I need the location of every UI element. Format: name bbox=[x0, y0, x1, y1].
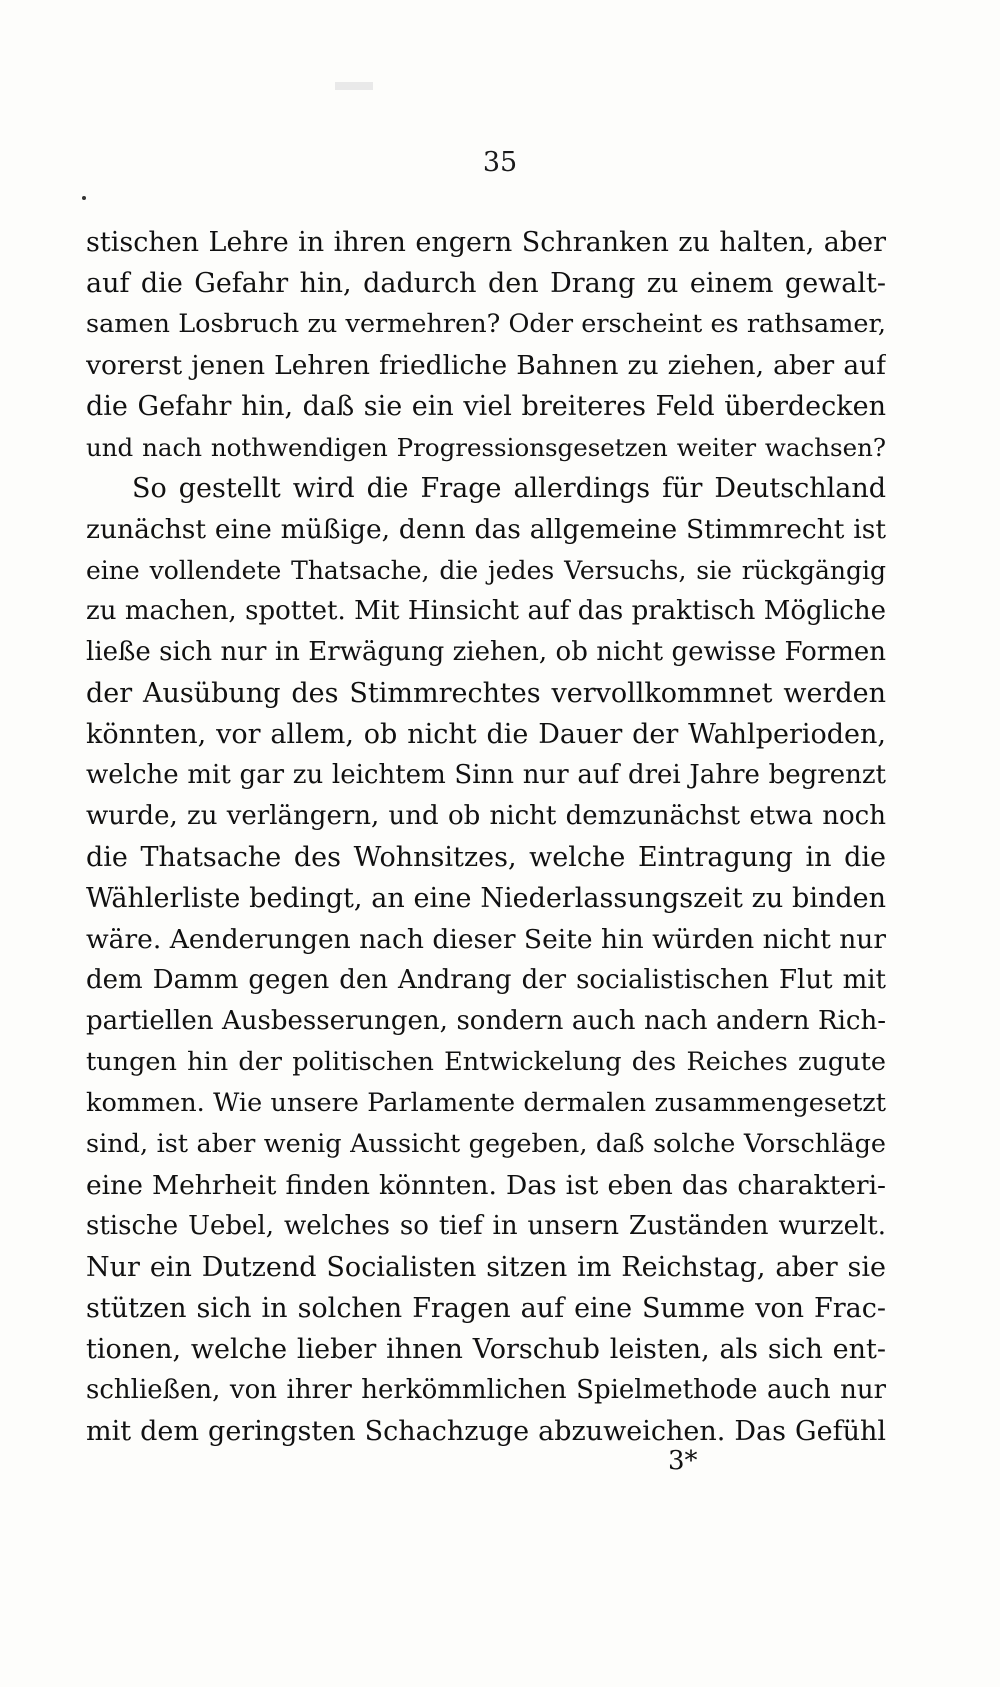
text-line: könnten, vor allem, ob nicht die Dauer der Wahlperioden, bbox=[86, 719, 886, 750]
paragraph-start-line: So gestellt wird die Frage allerdings für Deutschland bbox=[132, 473, 886, 504]
text-line: sind, ist aber wenig Aussicht gegeben, daß solche Vorschläge bbox=[86, 1129, 886, 1159]
text-line: stische Uebel, welches so tief in unsern Zuständen wurzelt. bbox=[86, 1211, 886, 1241]
text-line: partiellen Ausbesserungen, sondern auch nach andern Rich- bbox=[86, 1006, 886, 1036]
text-line: tungen hin der politischen Entwickelung des Reiches zugute bbox=[86, 1047, 886, 1077]
text-line: eine vollendete Thatsache, die jedes Versuchs, sie rückgängig bbox=[86, 556, 886, 585]
text-line: Nur ein Dutzend Socialisten sitzen im Reichstag, aber sie bbox=[86, 1252, 886, 1283]
text-line: auf die Gefahr hin, dadurch den Drang zu einem gewalt- bbox=[86, 268, 886, 299]
text-line: samen Losbruch zu vermehren? Oder erscheint es rathsamer, bbox=[86, 309, 886, 339]
body-text bbox=[86, 222, 886, 1452]
text-line: kommen. Wie unsere Parlamente dermalen zusammengesetzt bbox=[86, 1088, 886, 1118]
text-line: welche mit gar zu leichtem Sinn nur auf drei Jahre begrenzt bbox=[86, 760, 886, 790]
text-line: der Ausübung des Stimmrechtes vervollkommnet werden bbox=[86, 678, 886, 709]
text-line: Wählerliste bedingt, an eine Niederlassungszeit zu binden bbox=[86, 883, 886, 914]
text-line: die Thatsache des Wohnsitzes, welche Eintragung in die bbox=[86, 842, 886, 873]
text-line: mit dem geringsten Schachzuge abzuweichen. Das Gefühl bbox=[86, 1416, 886, 1447]
text-line: zunächst eine müßige, denn das allgemeine Stimmrecht ist bbox=[86, 514, 886, 545]
text-line: schließen, von ihrer herkömmlichen Spielmethode auch nur bbox=[86, 1375, 886, 1405]
stray-mark bbox=[82, 196, 86, 200]
text-line: stützen sich in solchen Fragen auf eine Summe von Frac- bbox=[86, 1293, 886, 1324]
text-line: zu machen, spottet. Mit Hinsicht auf das praktisch Mögliche bbox=[86, 596, 886, 626]
text-line: wurde, zu verlängern, und ob nicht demzunächst etwa noch bbox=[86, 801, 886, 831]
text-line: wäre. Aenderungen nach dieser Seite hin würden nicht nur bbox=[86, 924, 886, 955]
text-line: ließe sich nur in Erwägung ziehen, ob nicht gewisse Formen bbox=[86, 637, 886, 667]
text-line: und nach nothwendigen Progressionsgesetzen weiter wachsen? bbox=[86, 433, 886, 462]
signature-mark: 3* bbox=[668, 1446, 698, 1476]
scan-smudge bbox=[335, 82, 373, 90]
text-line: dem Damm gegen den Andrang der socialistischen Flut mit bbox=[86, 965, 886, 995]
page-number: 35 bbox=[482, 147, 518, 178]
text-line: die Gefahr hin, daß sie ein viel breiteres Feld überdecken bbox=[86, 391, 886, 422]
text-line: vorerst jenen Lehren friedliche Bahnen zu ziehen, aber auf bbox=[86, 350, 886, 381]
text-line: tionen, welche lieber ihnen Vorschub leisten, als sich ent- bbox=[86, 1334, 886, 1365]
text-line: stischen Lehre in ihren engern Schranken zu halten, aber bbox=[86, 227, 886, 258]
text-line: eine Mehrheit finden könnten. Das ist eben das charakteri- bbox=[86, 1170, 886, 1201]
